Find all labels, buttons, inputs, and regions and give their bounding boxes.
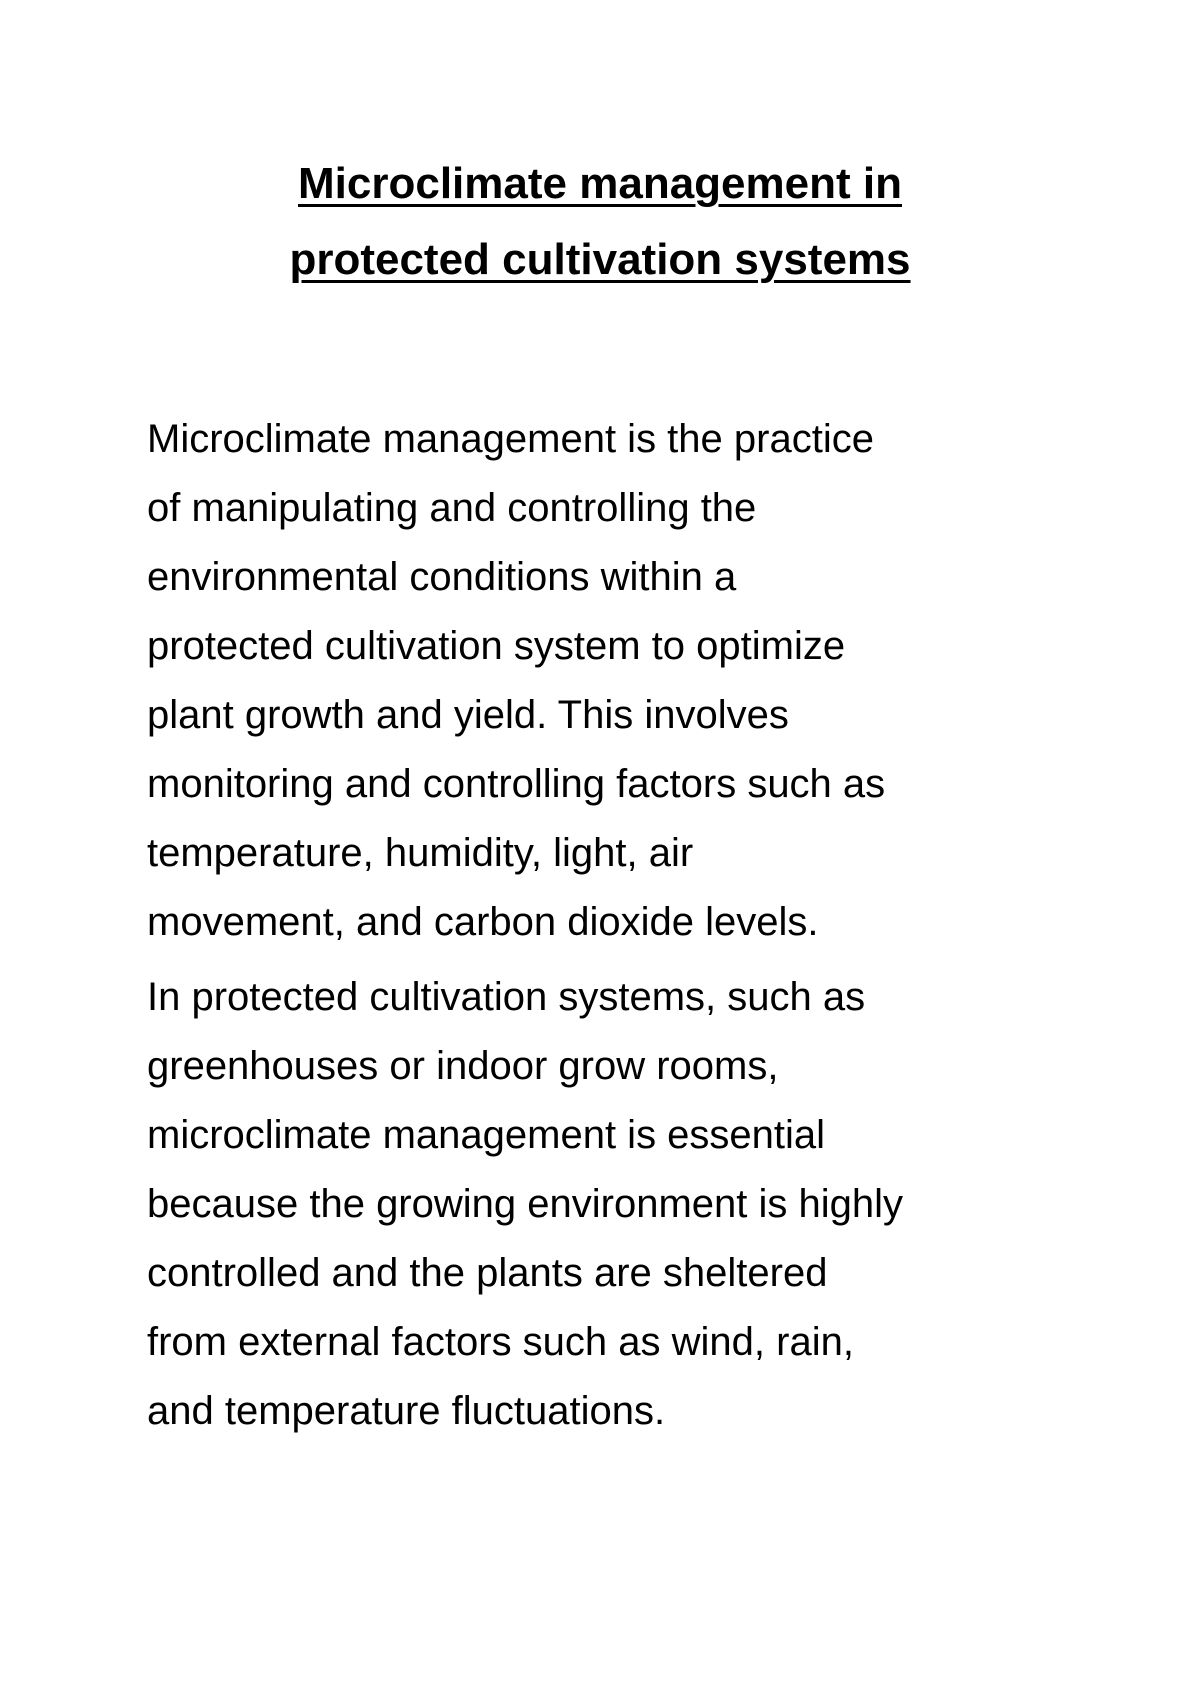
- title-line: Microclimate management in: [298, 159, 902, 208]
- text-line: of manipulating and controlling the: [147, 486, 757, 530]
- text-line: movement, and carbon dioxide levels.: [147, 900, 819, 944]
- text-line: temperature, humidity, light, air: [147, 831, 694, 875]
- document-title: [150, 146, 1050, 298]
- text-line: protected cultivation system to optimize: [147, 624, 846, 668]
- text-line: controlled and the plants are sheltered: [147, 1251, 828, 1295]
- text-line: from external factors such as wind, rain,: [147, 1320, 854, 1364]
- title-line: protected cultivation systems: [289, 235, 911, 284]
- text-line: environmental conditions within a: [147, 555, 737, 599]
- paragraph-1: [147, 405, 1087, 957]
- text-line: because the growing environment is highly: [147, 1182, 903, 1226]
- text-line: plant growth and yield. This involves: [147, 693, 789, 737]
- text-line: Microclimate management is the practice: [147, 417, 874, 461]
- paragraph-2: [147, 963, 1087, 1446]
- document-body: [147, 405, 1087, 1446]
- text-line: microclimate management is essential: [147, 1113, 826, 1157]
- text-line: In protected cultivation systems, such as: [147, 975, 866, 1019]
- text-line: greenhouses or indoor grow rooms,: [147, 1044, 779, 1088]
- text-line: monitoring and controlling factors such as: [147, 762, 886, 806]
- text-line: and temperature fluctuations.: [147, 1389, 666, 1433]
